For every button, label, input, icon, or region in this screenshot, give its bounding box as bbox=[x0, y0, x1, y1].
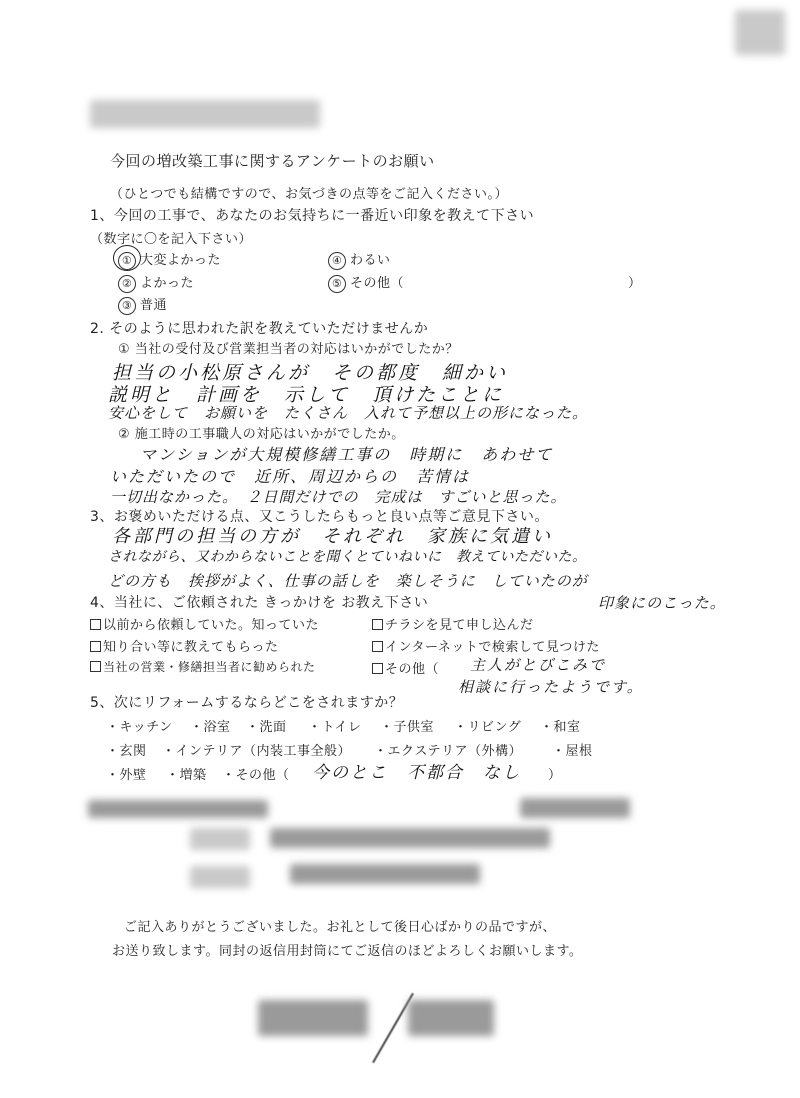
q4-option-acquaintance-label: 知り合い等に教えてもらった bbox=[103, 640, 279, 655]
hand-drawn-circle-selection bbox=[113, 245, 141, 271]
q1-option-4-number: ④ bbox=[328, 252, 346, 270]
q5-option-kitchen: ・キッチン bbox=[106, 720, 173, 735]
q3-answer-line1: 各部門の担当の方が それぞれ 家族に気遣い bbox=[112, 526, 553, 547]
q4-option-sales bbox=[90, 658, 316, 675]
q1-option-5-close: ） bbox=[628, 276, 642, 291]
q2-answer1-line1: 担当の小松原さんが その都度 細かい bbox=[112, 362, 509, 384]
checkbox-icon[interactable] bbox=[372, 641, 383, 652]
q1-option-5-label: その他（ bbox=[350, 276, 405, 291]
q1-option-2 bbox=[118, 272, 194, 293]
q4-option-previous-label: 以前から依頼していた。知っていた bbox=[103, 618, 320, 633]
q1-option-5-number: ⑤ bbox=[328, 275, 346, 293]
q4-option-acquaintance bbox=[90, 636, 279, 655]
q5-option-kids-room: ・子供室 bbox=[380, 720, 435, 735]
survey-subtitle: （ひとつでも結構ですので、お気づきの点等をご記入ください。） bbox=[110, 187, 508, 202]
q5-option-toilet: ・トイレ bbox=[308, 720, 362, 735]
q1-option-3-label: 普通 bbox=[140, 298, 168, 313]
q5-option-entrance: ・玄関 bbox=[106, 744, 147, 759]
q5-option-roof: ・屋根 bbox=[552, 744, 593, 759]
q4-option-other bbox=[372, 658, 439, 677]
checkbox-icon[interactable] bbox=[90, 661, 101, 672]
q5-option-bath: ・浴室 bbox=[190, 720, 231, 735]
redacted-property-id bbox=[520, 798, 630, 818]
redacted-name bbox=[290, 864, 480, 884]
q5-option-washroom: ・洗面 bbox=[246, 720, 287, 735]
redacted-address bbox=[270, 828, 550, 848]
q4-other-answer-line1: 主人がとびこみで bbox=[470, 656, 607, 674]
closing-line1: ご記入ありがとうございました。お礼として後日心ばかりの品ですが、 bbox=[124, 920, 557, 935]
redacted-signature-left bbox=[258, 1000, 368, 1036]
q2-answer2-line3: 一切出なかった。 ２日間だけでの 完成は すごいと思った。 bbox=[110, 488, 567, 506]
checkbox-icon[interactable] bbox=[90, 619, 101, 630]
redacted-stamp-top-right bbox=[735, 10, 785, 55]
q4-option-flyer-label: チラシを見て申し込んだ bbox=[385, 618, 534, 633]
closing-line2: お送り致します。同封の返信用封筒にてご返信のほどよろしくお願いします。 bbox=[112, 944, 583, 959]
q5-option-extension: ・増築 bbox=[166, 768, 207, 783]
redacted-address-label bbox=[190, 828, 250, 850]
q4-question: 4、当社に、ご依頼された きっかけを お教え下さい bbox=[90, 595, 429, 611]
q2-answer1-line3: 安心をして お願いを たくさん 入れて予想以上の形になった。 bbox=[108, 404, 589, 422]
q1-option-2-label: よかった bbox=[140, 276, 195, 291]
q5-option-outer-wall: ・外壁 bbox=[106, 768, 147, 783]
q4-option-internet-label: インターネットで検索して見つけた bbox=[385, 640, 600, 655]
q1-option-3-number: ③ bbox=[118, 297, 136, 315]
q5-question: 5、次にリフォームするならどこをされますか？ bbox=[90, 695, 404, 711]
q5-option-exterior: ・エクステリア（外構） bbox=[374, 744, 523, 759]
checkbox-icon[interactable] bbox=[90, 641, 101, 652]
q1-option-3 bbox=[118, 294, 167, 315]
q1-option-1-number: ① bbox=[118, 252, 136, 270]
q5-other-close: ） bbox=[548, 768, 562, 783]
q4-option-other-label: その他（ bbox=[385, 662, 440, 677]
redacted-date bbox=[88, 800, 268, 818]
q5-option-interior: ・インテリア（内装工事全般） bbox=[162, 744, 352, 759]
checkbox-icon[interactable] bbox=[372, 663, 383, 674]
q4-other-answer-line2: 相談に行ったようです。 bbox=[458, 678, 644, 696]
q2-answer1-line2: 説明と 計画を 示して 頂けたことに bbox=[108, 384, 505, 406]
q3-answer-line2: されながら、又わからないことを聞くとていねいに 教えていただいた。 bbox=[108, 549, 587, 565]
q4-option-flyer bbox=[372, 614, 534, 633]
q3-answer-line4: 印象にのこった。 bbox=[598, 594, 726, 612]
q4-option-internet bbox=[372, 636, 600, 655]
checkbox-icon[interactable] bbox=[372, 619, 383, 630]
q1-option-4-label: わるい bbox=[350, 253, 391, 268]
q1-option-5 bbox=[328, 272, 404, 293]
q2-sub2: ② 施工時の工事職人の対応はいかがでしたか。 bbox=[118, 427, 405, 442]
q2-answer2-line1: マンションが大規模修繕工事の 時期に あわせて bbox=[140, 445, 554, 464]
survey-title: 今回の増改築工事に関するアンケートのお願い bbox=[110, 152, 435, 170]
q3-question: 3、お褒めいただける点、又こうしたらもっと良い点等ご意見下さい。 bbox=[90, 509, 549, 525]
q1-instruction: （数字に〇を記入下さい） bbox=[90, 232, 253, 247]
redacted-name-label bbox=[190, 866, 250, 888]
redacted-header-name bbox=[90, 100, 320, 128]
q4-option-previous bbox=[90, 614, 319, 633]
q1-option-2-number: ② bbox=[118, 275, 136, 293]
redacted-signature-right bbox=[408, 1000, 494, 1036]
q1-option-4 bbox=[328, 249, 391, 270]
q2-question: 2. そのように思われた訳を教えていただけませんか bbox=[90, 321, 429, 337]
q1-option-1-label: 大変よかった bbox=[140, 253, 222, 268]
q2-sub1: ① 当社の受付及び営業担当者の対応はいかがでしたか？ bbox=[118, 342, 459, 357]
q5-option-living: ・リビング bbox=[454, 720, 522, 735]
q2-answer2-line2: いただいたので 近所、周辺からの 苦情は bbox=[110, 467, 471, 486]
q5-option-other: ・その他（ bbox=[222, 768, 290, 783]
q1-question: 1、今回の工事で、あなたのお気持ちに一番近い印象を教えて下さい bbox=[90, 208, 535, 224]
q5-other-answer: 今のとこ 不都合 なし bbox=[312, 763, 521, 783]
q3-answer-line3: どの方も 挨拶がよく、仕事の話しを 楽しそうに していたのが bbox=[108, 572, 588, 590]
q5-option-japanese-room: ・和室 bbox=[540, 720, 581, 735]
q4-option-sales-label: 当社の営業・修繕担当者に勧められた bbox=[103, 660, 316, 674]
